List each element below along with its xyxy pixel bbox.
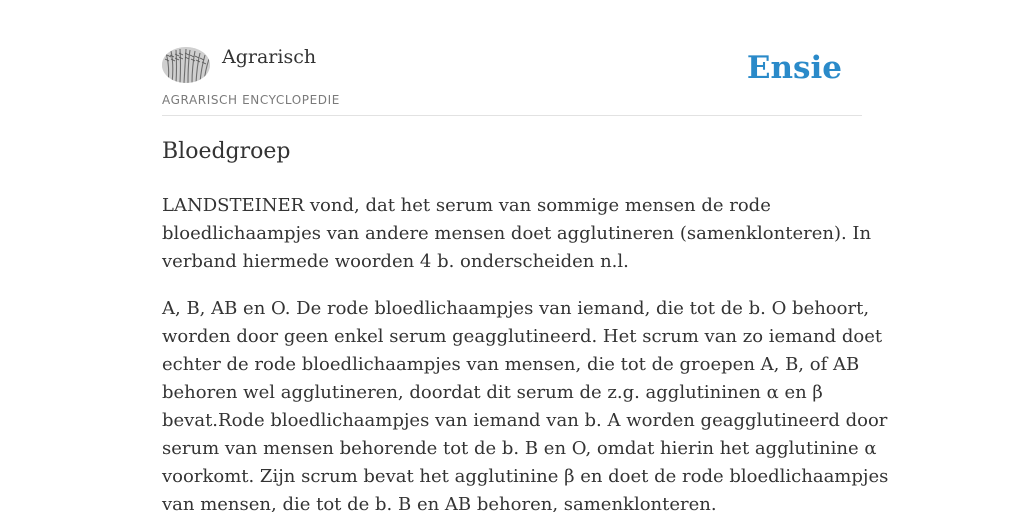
paragraph xyxy=(162,295,889,512)
wheat-field-icon[interactable] xyxy=(162,47,210,83)
site-name[interactable]: Agrarisch xyxy=(222,46,317,68)
text-line: bloedlichaampjes van andere mensen doet agglutineren (samenklonteren). In xyxy=(162,223,872,244)
text-line: bevat.Rode bloedlichaampjes van iemand van b. A worden geagglutineerd door xyxy=(162,410,888,431)
text-line: LANDSTEINER vond, dat het serum van sommige mensen de rode xyxy=(162,195,771,216)
text-line: verband hiermede woorden 4 b. onderscheiden n.l. xyxy=(162,251,629,272)
text-line: A, B, AB en O. De rode bloedlichaampjes van iemand, die tot de b. O behoort, xyxy=(162,298,870,319)
site-subtitle: AGRARISCH ENCYCLOPEDIE xyxy=(162,93,340,107)
page-title: Bloedgroep xyxy=(162,139,291,164)
article-body xyxy=(162,192,889,512)
text-line: van mensen, die tot de b. B en AB behoren, samenklonteren. xyxy=(162,494,717,512)
text-line: behoren wel agglutineren, doordat dit serum de z.g. agglutininen α en β xyxy=(162,382,823,403)
paragraph xyxy=(162,192,882,276)
text-line: echter de rode bloedlichaampjes van mensen, die tot de groepen A, B, of AB xyxy=(162,354,860,375)
text-line: voorkomt. Zijn scrum bevat het agglutinine β en doet de rode bloedlichaampjes xyxy=(162,466,889,487)
text-line: worden door geen enkel serum geagglutineerd. Het scrum van zo iemand doet xyxy=(162,326,883,347)
text-line: serum van mensen behorende tot de b. B en O, omdat hierin het agglutinine α xyxy=(162,438,877,459)
brand-logo[interactable]: Ensie xyxy=(746,50,842,86)
site-header xyxy=(162,44,862,116)
